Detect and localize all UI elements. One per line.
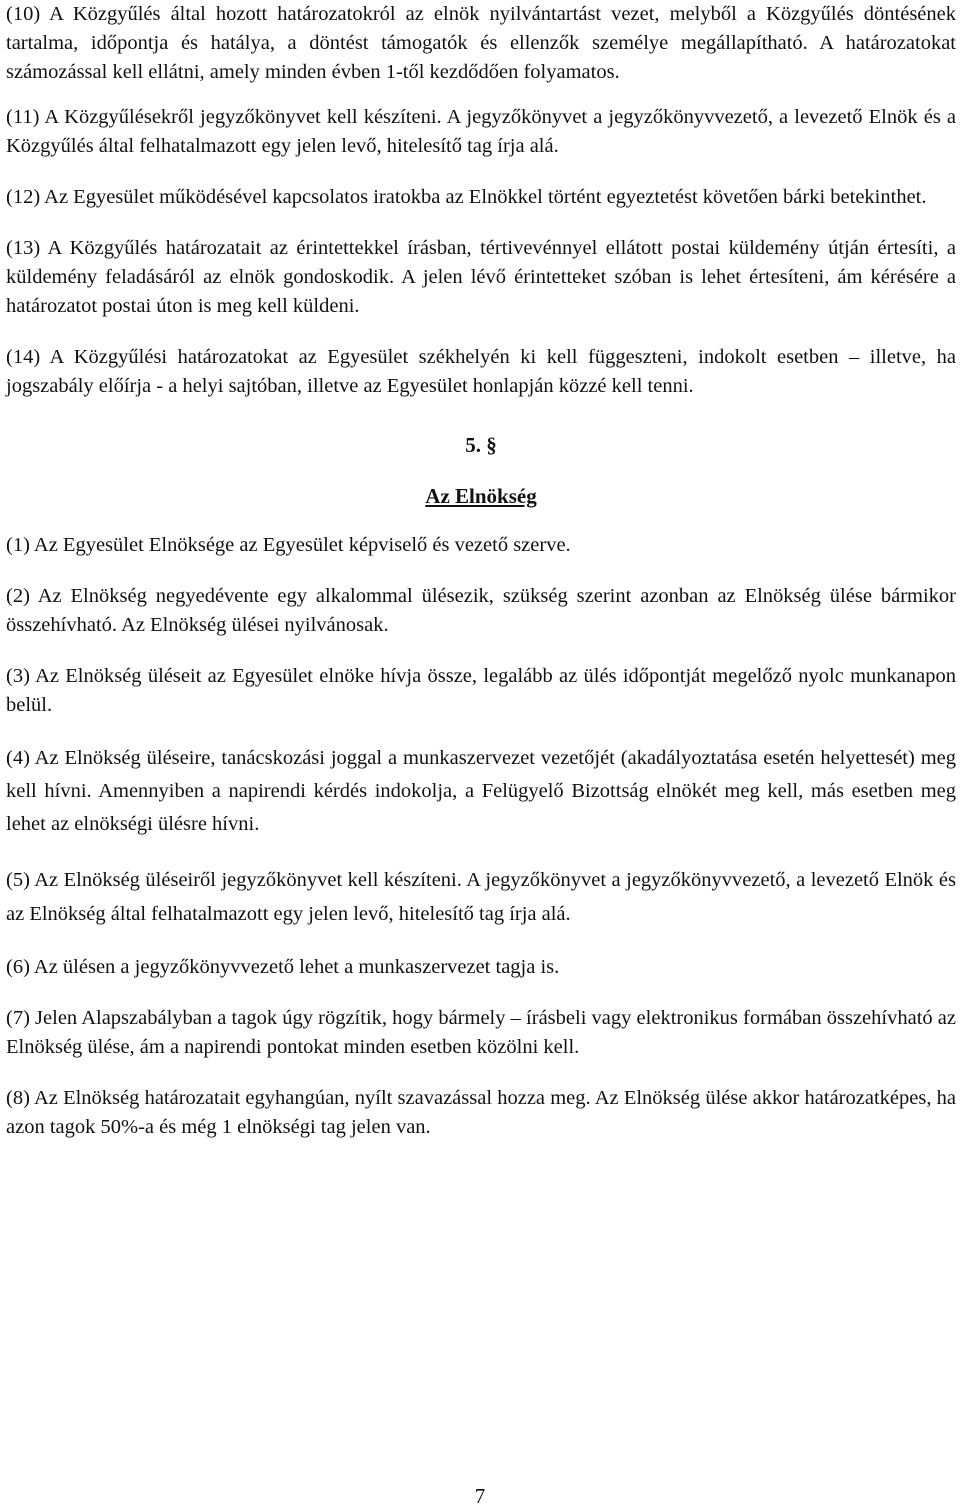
elnokseg-paragraph-7: (7) Jelen Alapszabályban a tagok úgy rögzítik, hogy bármely – írásbeli vagy elektronikus formában összehívható az Elnökség ülése, ám a napirendi pontokat minden esetben közölni kell. bbox=[6, 1007, 956, 1058]
elnokseg-paragraph-1: (1) Az Egyesület Elnöksége az Egyesület képviselő és vezető szerve. bbox=[6, 534, 571, 556]
elnokseg-paragraph-6: (6) Az ülésen a jegyzőkönyvvezető lehet a munkaszervezet tagja is. bbox=[6, 956, 560, 978]
elnokseg-paragraph-5: (5) Az Elnökség üléseiről jegyzőkönyvet kell készíteni. A jegyzőkönyvet a jegyzőkönyvvezető, a levezető Elnök és az Elnökség által felhatalmazott egy jelen levő, hitelesítő tag írja alá. bbox=[6, 869, 956, 925]
elnokseg-paragraph-8: (8) Az Elnökség határozatait egyhangúan, nyílt szavazással hozza meg. Az Elnökség ülése akkor határozatképes, ha azon tagok 50%-a és még 1 elnökségi tag jelen van. bbox=[6, 1087, 956, 1138]
paragraph-13: (13) A Közgyűlés határozatait az érintettekkel írásban, tértivevénnyel ellátott postai küldemény útján értesíti, a küldemény feladásáról az elnök gondoskodik. A jelen lévő érintetteket szóban is lehet értesíteni, ám kérésére a határozatot postai úton is meg kell küldeni. bbox=[6, 237, 956, 317]
elnokseg-paragraph-2: (2) Az Elnökség negyedévente egy alkalommal ülésezik, szükség szerint azonban az Elnökség ülése bármikor összehívható. Az Elnökség ülései nyilvánosak. bbox=[6, 585, 956, 636]
paragraph-11: (11) A Közgyűlésekről jegyzőkönyvet kell készíteni. A jegyzőkönyvet a jegyzőkönyvvezető, a levezető Elnök és a Közgyűlés által felhatalmazott egy jelen levő, hitelesítő tag írja alá. bbox=[6, 106, 956, 157]
paragraph-12: (12) Az Egyesület működésével kapcsolatos iratokba az Elnökkel történt egyeztetést követően bárki betekinthet. bbox=[6, 186, 927, 208]
paragraph-10: (10) A Közgyűlés által hozott határozatokról az elnök nyilvántartást vezet, melyből a Közgyűlés döntésének tartalma, időpontja és hatálya, a döntést támogatók és ellenzők személye megállapítható. A határozatokat számozással kell ellátni, amely minden évben 1-től kezdődően folyamatos. bbox=[6, 3, 956, 83]
elnokseg-paragraph-3: (3) Az Elnökség üléseit az Egyesület elnöke hívja össze, legalább az ülés időpontját megelőző nyolc munkanapon belül. bbox=[6, 665, 956, 716]
paragraph-14: (14) A Közgyűlési határozatokat az Egyesület székhelyén ki kell függeszteni, indokolt esetben – illetve, ha jogszabály előírja - a helyi sajtóban, illetve az Egyesület honlapján közzé kell tenni. bbox=[6, 346, 956, 397]
section-number: 5. § bbox=[465, 433, 497, 457]
document-page bbox=[6, 0, 956, 1164]
elnokseg-paragraph-4: (4) Az Elnökség üléseire, tanácskozási joggal a munkaszervezet vezetőjét (akadályoztatása esetén helyettesét) meg kell hívni. Amennyiben a napirendi kérdés indokolja, a Felügyelő Bizottság elnökét meg kell, más esetben meg lehet az elnökségi ülésre hívni. bbox=[6, 747, 956, 835]
page-number: 7 bbox=[474, 1484, 486, 1508]
section-title: Az Elnökség bbox=[425, 484, 537, 508]
